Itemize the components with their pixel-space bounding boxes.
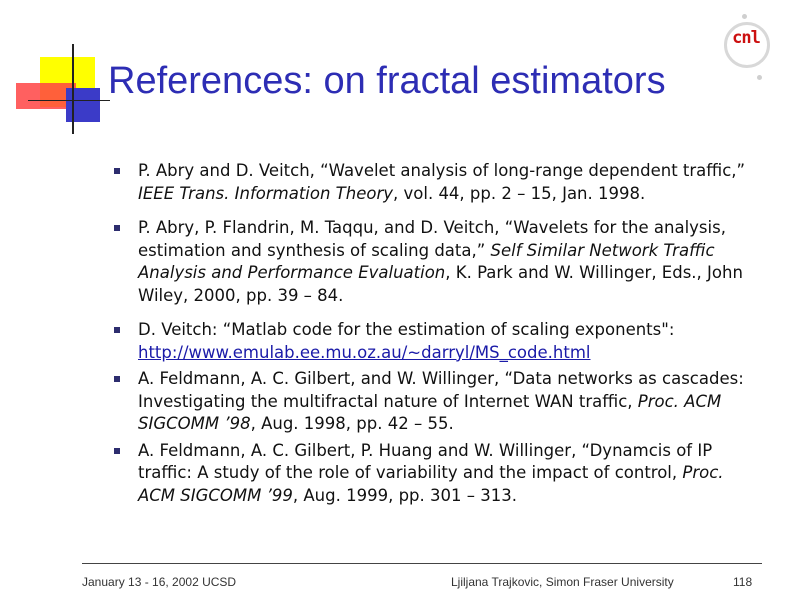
- cnl-logo: [716, 14, 776, 84]
- reference-venue: Proc. ACM SIGCOMM ’99: [138, 463, 724, 505]
- reference-authors-title: P. Abry and D. Veitch, “Wavelet analysis of long-range dependent traffic,”: [138, 161, 746, 180]
- reference-item: [112, 368, 762, 436]
- vertical-rule: [72, 44, 74, 134]
- reference-venue: Proc. ACM SIGCOMM ’98: [138, 391, 722, 433]
- reference-details: , vol. 44, pp. 2 – 15, Jan. 1998.: [393, 183, 646, 203]
- footer-divider: [82, 563, 762, 564]
- reference-venue: Self Similar Network Traffic Analysis and Performance Evaluation: [138, 240, 715, 282]
- page-number: 118: [733, 575, 753, 589]
- footer-author: Ljiljana Trajkovic, Simon Fraser University: [451, 575, 674, 589]
- reference-item: [112, 440, 762, 508]
- bullet: [114, 376, 120, 382]
- reference-item: [112, 217, 762, 307]
- reference-list: [112, 160, 762, 507]
- slide-title: References: on fractal estimators: [108, 60, 666, 102]
- logo-dot-top: [742, 14, 747, 19]
- logo-dot-bottom: [757, 75, 762, 80]
- reference-authors-title: D. Veitch: “Matlab code for the estimation of scaling exponents":: [138, 320, 675, 339]
- logo-text: cnl: [732, 28, 760, 48]
- reference-details: , Aug. 1999, pp. 301 – 313.: [292, 485, 517, 505]
- bullet: [114, 327, 120, 333]
- bullet: [114, 168, 120, 174]
- reference-venue: IEEE Trans. Information Theory: [138, 183, 394, 203]
- reference-details: , Aug. 1998, pp. 42 – 55.: [250, 414, 454, 433]
- reference-authors-title: P. Abry, P. Flandrin, M. Taqqu, and D. Veitch, “Wavelets for the analysis, estimation and synthesis of scaling data,”: [138, 218, 726, 260]
- reference-authors-title: A. Feldmann, A. C. Gilbert, and W. Willinger, “Data networks as cascades: Investigating the multifractal nature of Internet WAN traffic,: [138, 369, 744, 411]
- reference-item: [112, 160, 762, 205]
- horizontal-rule: [28, 100, 110, 101]
- reference-authors-title: A. Feldmann, A. C. Gilbert, P. Huang and W. Willinger, “Dynamcis of IP traffic: A study of the role of variability and the impact of control,: [138, 440, 713, 482]
- corner-decoration: [0, 0, 120, 150]
- reference-item: [112, 319, 762, 364]
- bullet: [114, 225, 120, 231]
- matlab-code-link[interactable]: http://www.emulab.ee.mu.oz.au/~darryl/MS_code.html: [138, 342, 591, 362]
- reference-details: , K. Park and W. Willinger, Eds., John Wiley, 2000, pp. 39 – 84.: [138, 263, 743, 305]
- bullet: [114, 448, 120, 454]
- footer-date-venue: January 13 - 16, 2002 UCSD: [82, 575, 237, 589]
